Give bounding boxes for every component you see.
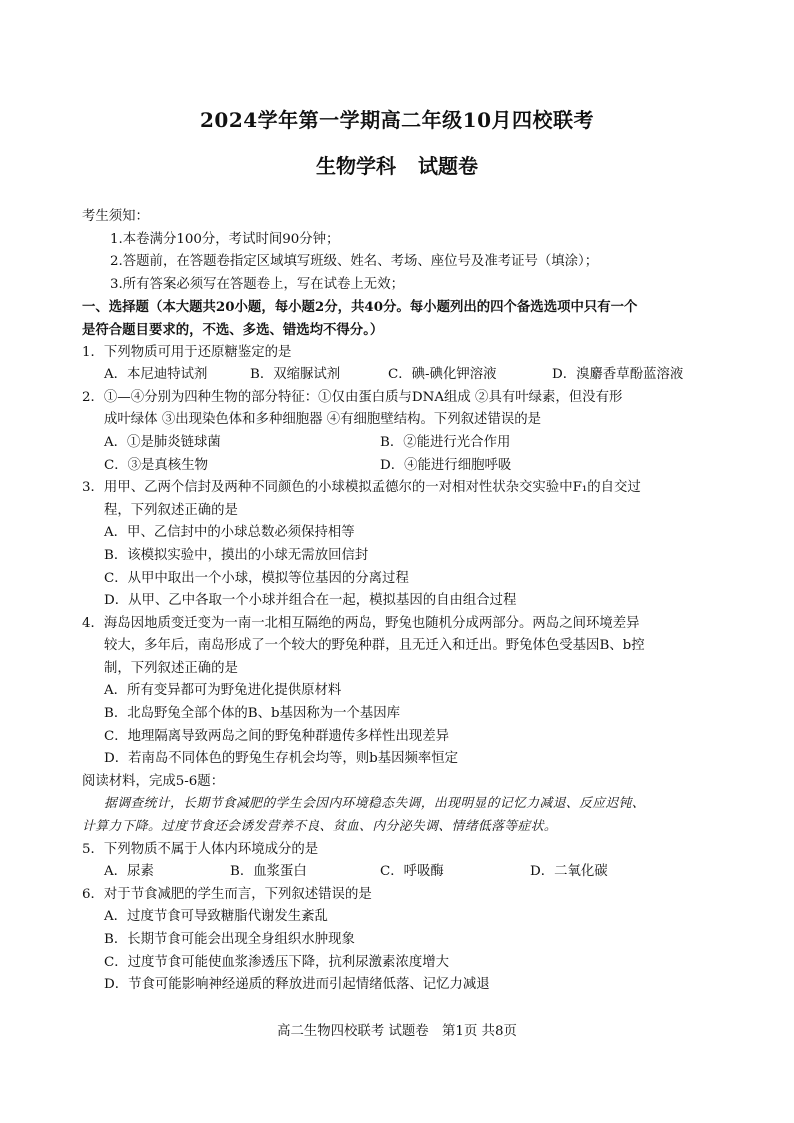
option-a: A．①是肺炎链球菌 [104, 434, 221, 450]
question-6-stem: 6．对于节食减肥的学生而言，下列叙述错误的是 [82, 886, 372, 902]
option-d: D．溴麝香草酚蓝溶液 [552, 367, 684, 383]
notice-item: 3.所有答案必须写在答题卷上，写在试卷上无效； [110, 276, 404, 292]
option-a: A．过度节食可导致糖脂代谢发生紊乱 [104, 909, 328, 925]
notice-item: 1.本卷满分100分，考试时间90分钟； [110, 231, 340, 247]
option-c: C．从甲中取出一个小球，模拟等位基因的分离过程 [104, 570, 409, 586]
question-4-stem-continued: 较大，多年后，南岛形成了一个较大的野兔种群，且无迁入和迁出。野兔体色受基因B、b控 [104, 638, 645, 654]
question-5-options [82, 861, 716, 884]
paper-type-label: 试题卷 [418, 154, 478, 178]
question-2-options-row2 [82, 455, 716, 478]
reading-passage-continued: 计算力下降。过度节食还会诱发营养不良、贫血、内分泌失调、情绪低落等症状。 [82, 819, 558, 835]
reading-passage: 据调查统计，长期节食减肥的学生会因内环境稳态失调，出现明显的记忆力减退、反应迟钝、 [104, 796, 646, 812]
option-c: C．碘-碘化钾溶液 [388, 367, 497, 383]
question-4-stem: 4．海岛因地质变迁变为一南一北相互隔绝的两岛，野兔也随机分成两部分。两岛之间环境差异 [82, 615, 640, 631]
option-b: B．该模拟实验中，摸出的小球无需放回信封 [104, 547, 369, 563]
option-a: A．本尼迪特试剂 [104, 367, 208, 383]
option-b: B．血浆蛋白 [230, 864, 307, 880]
question-3-stem-continued: 程，下列叙述正确的是 [104, 502, 238, 518]
question-2-stem: 2．①—④分别为四种生物的部分特征：①仅由蛋白质与DNA组成 ②具有叶绿素，但没有形 [82, 389, 623, 405]
question-2-stem-continued: 成叶绿体 ③出现染色体和多种细胞器 ④有细胞壁结构。下列叙述错误的是 [104, 412, 542, 428]
exam-content [82, 206, 716, 997]
section-heading: 一、选择题（本大题共20小题，每小题2分，共40分。每小题列出的四个备选选项中只有一个 [82, 299, 638, 316]
question-5-stem: 5．下列物质不属于人体内环境成分的是 [82, 841, 319, 857]
question-1-options [82, 364, 716, 387]
option-d: D．节食可能影响神经递质的释放进而引起情绪低落、记忆力减退 [104, 977, 490, 993]
option-b: B．北岛野兔全部个体的B、b基因称为一个基因库 [104, 706, 401, 722]
notice-heading: 考生须知： [82, 209, 149, 224]
option-a: A．所有变异都可为野兔进化提供原材料 [104, 683, 342, 699]
option-d: D．二氧化碳 [530, 864, 608, 880]
option-d: D．若南岛不同体色的野兔生存机会均等，则b基因频率恒定 [104, 751, 459, 767]
option-b: B．②能进行光合作用 [380, 434, 511, 450]
option-c: C．过度节食可能使血浆渗透压下降，抗利尿激素浓度增大 [104, 954, 450, 970]
option-d: D．④能进行细胞呼吸 [380, 457, 512, 473]
option-a: A．尿素 [104, 864, 154, 880]
section-heading-continued: 是符合题目要求的，不选、多选、错选均不得分。） [82, 321, 384, 338]
question-4-stem-continued: 制，下列叙述正确的是 [104, 660, 238, 676]
option-b: B．双缩脲试剂 [250, 367, 341, 383]
exam-title: 2024学年第一学期高二年级10月四校联考 [200, 108, 594, 132]
option-b: B．长期节食可能会出现全身组织水肿现象 [104, 932, 355, 947]
option-c: C．③是真核生物 [104, 457, 208, 473]
option-d: D．从甲、乙中各取一个小球并组合在一起，模拟基因的自由组合过程 [104, 593, 517, 609]
reading-heading: 阅读材料，完成5-6题： [82, 773, 225, 789]
question-2-options-row1 [82, 432, 716, 455]
option-a: A．甲、乙信封中的小球总数必须保持相等 [104, 525, 355, 541]
page-footer: 高二生物四校联考 试题卷 第1页 共8页 [277, 1024, 517, 1039]
option-c: C．地理隔离导致两岛之间的野兔种群遗传多样性出现差异 [104, 728, 450, 744]
exam-subtitle [0, 150, 794, 179]
question-1-stem: 1．下列物质可用于还原糖鉴定的是 [82, 344, 292, 360]
option-c: C．呼吸酶 [380, 864, 444, 880]
question-3-stem: 3．用甲、乙两个信封及两种不同颜色的小球模拟孟德尔的一对相对性状杂交实验中F₁的自交过 [82, 480, 641, 496]
notice-item: 2.答题前，在答题卷指定区域填写班级、姓名、考场、座位号及准考证号（填涂）； [110, 254, 599, 270]
subject-label: 生物学科 [316, 154, 396, 178]
